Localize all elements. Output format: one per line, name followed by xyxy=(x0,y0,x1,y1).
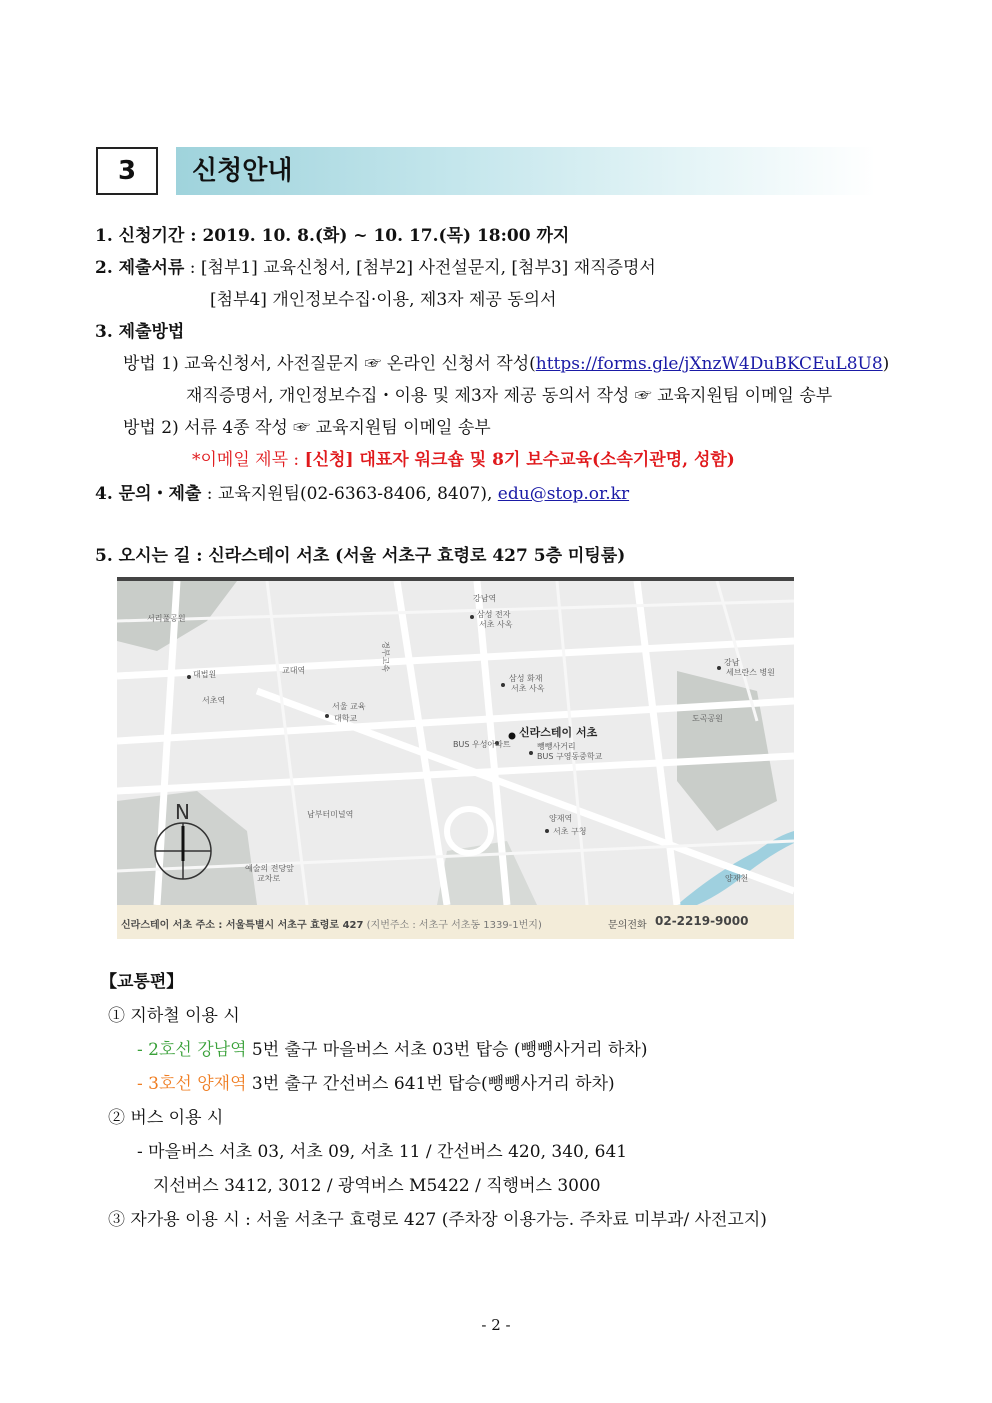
car-info: ③ 자가용 이용 시 : 서울 서초구 효령로 427 (주차장 이용가능. 주차료 미부과/ 사전고지) xyxy=(108,1210,767,1230)
subway2-rest: 3번 출구 간선버스 641번 탑승(뺑뺑사거리 하차) xyxy=(246,1074,615,1094)
method2: 방법 2) 서류 4종 작성 ☞ 교육지원팀 이메일 송부 xyxy=(123,418,491,438)
contact xyxy=(95,482,629,506)
method1-text: 방법 1) 교육신청서, 사전질문지 ☞ 온라인 신청서 작성( xyxy=(123,354,536,374)
map-label-gangnam: 강남역 xyxy=(473,594,497,603)
map-footer-lot: (지번주소 : 서초구 서초동 1339-1번지) xyxy=(366,920,542,931)
application-period-label: 1. 신청기간 xyxy=(95,226,185,246)
bus-title: ② 버스 이용 시 xyxy=(108,1108,224,1128)
map-label-samsung-elec: 삼성 전자 xyxy=(477,610,511,619)
contact-text: : 교육지원팀(02-6363-8406, 8407), xyxy=(201,484,498,504)
documents-line1: : [첨부1] 교육신청서, [첨부2] 사전설문지, [첨부3] 재직증명서 xyxy=(184,258,656,278)
subway-option-1 xyxy=(137,1038,647,1062)
transport-title: 【교통편】 xyxy=(100,972,184,992)
documents-line2: [첨부4] 개인정보수집·이용, 제3자 제공 동의서 xyxy=(210,290,557,310)
subway2-dash: - xyxy=(137,1074,149,1094)
subway2-line: 3호선 양재역 xyxy=(148,1074,247,1094)
application-form-link[interactable]: https://forms.gle/jXnzW4DuBKCEuL8U8 xyxy=(535,354,883,374)
method1-suffix: ) xyxy=(882,354,890,374)
location-map xyxy=(117,581,794,905)
subway1-line: 2호선 강남역 xyxy=(148,1040,247,1060)
submit-method-label: 3. 제출방법 xyxy=(95,322,185,342)
email-subject-text: [신청] 대표자 워크숍 및 8기 보수교육(소속기관명, 성함) xyxy=(304,450,735,470)
subway1-rest: 5번 출구 마을버스 서초 03번 탑승 (뺑뺑사거리 하차) xyxy=(246,1040,648,1060)
map-label-seocho-office: 서초 구청 xyxy=(553,827,587,836)
map-label-yangjae: 양재역 xyxy=(549,814,573,823)
map-label-bus2: BUS 구영동중학교 xyxy=(537,752,603,761)
section-number: 3 xyxy=(96,147,158,195)
map-label-shilla: 신라스테이 서초 xyxy=(519,726,598,739)
map-label-samsung-fire1: 삼성 화재 xyxy=(509,674,543,683)
method1-line2: 재직증명서, 개인정보수집・이용 및 제3자 제공 동의서 작성 ☞ 교육지원팀 이메일 송부 xyxy=(186,386,833,406)
map-label-arts2: 교차로 xyxy=(257,874,281,883)
map-label-yangjaecheon: 양재천 xyxy=(725,874,749,883)
map-label-arts1: 예술의 전당앞 xyxy=(245,864,294,873)
map-label-bbaeng: 뺑뺑사거리 xyxy=(537,742,576,751)
map-label-seocho-station: 서초역 xyxy=(202,696,226,705)
map-label-univ2: 대학교 xyxy=(334,714,358,723)
documents xyxy=(95,256,656,280)
map-footer-phone-label: 문의전화 xyxy=(608,920,647,931)
section-title: 신청안내 xyxy=(192,156,293,186)
map-label-samsung-fire2: 서초 사옥 xyxy=(511,684,545,693)
map-label-bus1: BUS 우성아파트 xyxy=(453,740,511,749)
application-period-text: : 2019. 10. 8.(화) ~ 10. 17.(목) 18:00 까지 xyxy=(184,226,570,246)
subway1-dash: - xyxy=(137,1040,149,1060)
email-subject xyxy=(192,448,735,472)
contact-email-link[interactable]: edu@stop.or.kr xyxy=(497,484,630,504)
map-footer xyxy=(117,905,794,939)
map-label-seoripul: 서리풀공원 xyxy=(147,614,186,623)
map-footer-phone: 02-2219-9000 xyxy=(655,914,749,928)
compass-north-label: N xyxy=(175,800,190,824)
map-footer-address-line xyxy=(121,916,542,931)
map-footer-address: 신라스테이 서초 주소 : 서울특별시 서초구 효령로 427 xyxy=(121,920,364,931)
bus-line-1: - 마을버스 서초 03, 서초 09, 서초 11 / 간선버스 420, 340, 641 xyxy=(137,1142,628,1162)
directions-title: 5. 오시는 길 : 신라스테이 서초 (서울 서초구 효령로 427 5층 미팅룸) xyxy=(95,546,626,566)
map-label-gyeongbu: 경부고속 xyxy=(381,641,390,672)
map-label-univ1: 서울 교육 xyxy=(332,702,366,711)
map-label-samsung-elec2: 서초 사옥 xyxy=(479,620,513,629)
map-label-nambu: 남부터미널역 xyxy=(307,810,354,819)
map-label-dogok: 도곡공원 xyxy=(692,714,723,723)
bus-line-2: 지선버스 3412, 3012 / 광역버스 M5422 / 직행버스 3000 xyxy=(153,1176,601,1196)
subway-title: ① 지하철 이용 시 xyxy=(108,1006,240,1026)
documents-label: 2. 제출서류 xyxy=(95,258,185,278)
application-period xyxy=(95,224,569,248)
map-label-daebeopwon: 대법원 xyxy=(193,670,217,679)
method1 xyxy=(123,352,889,376)
map-label-gangnam-hosp1: 강남 xyxy=(724,658,740,667)
email-subject-prefix: *이메일 제목 : xyxy=(192,450,305,470)
map-label-gyodae: 교대역 xyxy=(282,666,306,675)
map-label-gangnam-hosp2: 세브란스 병원 xyxy=(726,668,775,677)
subway-option-2 xyxy=(137,1072,615,1096)
page-number: - 2 - xyxy=(481,1316,511,1334)
contact-label: 4. 문의・제출 xyxy=(95,484,202,504)
